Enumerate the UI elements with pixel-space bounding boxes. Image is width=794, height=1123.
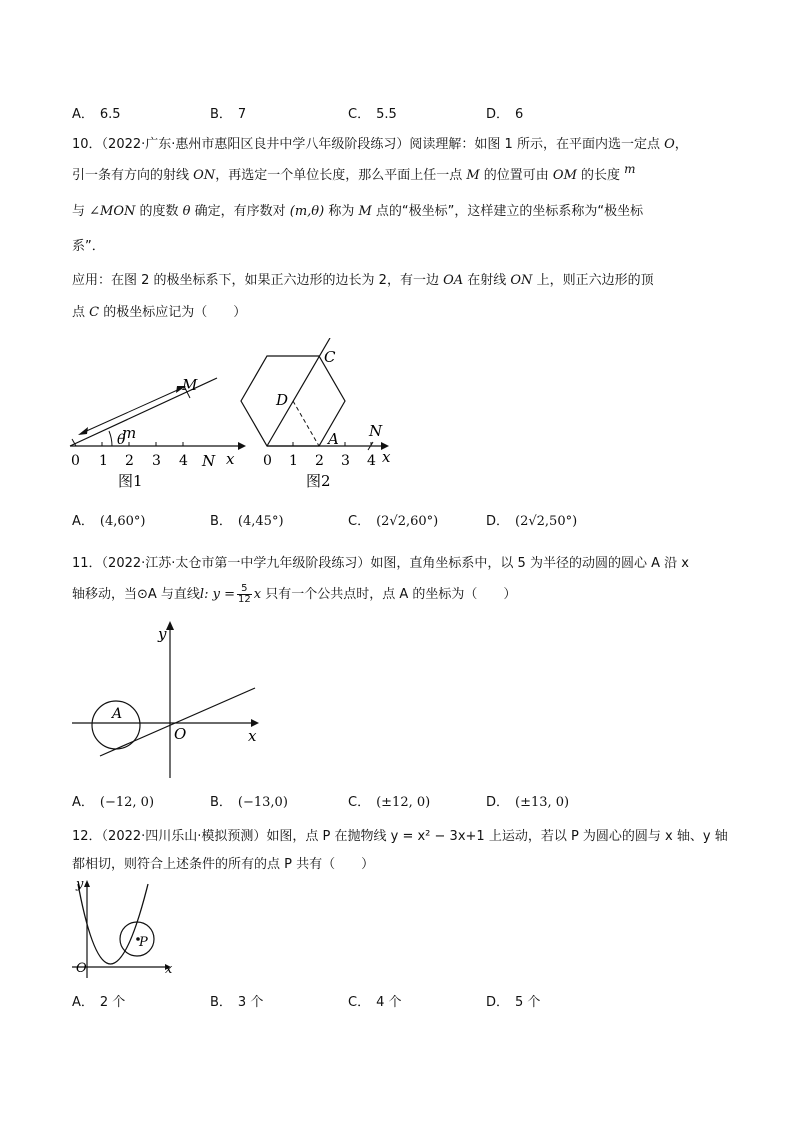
q10-line-4: 系”． — [72, 239, 105, 254]
fig1-angle-arc — [109, 431, 112, 446]
q12-parabola — [78, 884, 148, 964]
q12-option-a[interactable]: A． 2 个 — [72, 995, 126, 1010]
q10-option-d[interactable]: D． (2√2,50°) — [486, 514, 578, 529]
fig1-tick-0: 0 — [71, 453, 80, 469]
fig2-caption: 图2 — [306, 472, 331, 490]
q11-line-2: 轴移动，当⊙A 与直线l: y = $\frac{5}{12}$ x 只有一个公共点时，点 A 的坐标为（ ） — [72, 583, 517, 605]
q9-option-d[interactable]: D． 6 — [486, 107, 524, 122]
q12-option-b[interactable]: B． 3 个 — [210, 995, 264, 1010]
fraction-5-12: $\frac{5}{12}$ — [237, 583, 251, 605]
q9-option-c[interactable]: C． 5.5 — [348, 107, 397, 122]
q11-options — [72, 791, 732, 811]
fig2-tick-2: 2 — [315, 453, 324, 469]
q9-option-b[interactable]: B． 7 — [210, 107, 247, 122]
q9-options — [72, 103, 732, 123]
q12-options — [72, 991, 732, 1011]
q11-line-1: 11．（2022·江苏·太仓市第一中学九年级阶段练习）如图，直角坐标系中，以 5 为半径的动圆的圆心 A 沿 x — [72, 556, 689, 571]
fig1-m-arrow-head-left-icon — [78, 427, 88, 435]
q11-option-c[interactable]: C． (±12, 0) — [348, 795, 431, 810]
fig2-label-C: C — [324, 348, 336, 366]
q11-y-arrow-icon — [166, 621, 174, 630]
q12-figure — [68, 874, 188, 982]
q10-options — [72, 510, 732, 530]
fig1-tick-3: 3 — [152, 453, 161, 469]
q12-option-c[interactable]: C． 4 个 — [348, 995, 402, 1010]
fig2-label-A: A — [328, 430, 339, 448]
q10-line-2: 引一条有方向的射线 ON，再选定一个单位长度，那么平面上任一点 M 的位置可由 OM 的长度 m — [72, 162, 636, 183]
figure-2 — [241, 338, 391, 490]
fig2-dashed-da — [293, 401, 319, 446]
fig2-label-D: D — [276, 391, 289, 409]
q10-line-6: 点 C 的极坐标应记为（ ） — [72, 305, 247, 320]
q12-option-d[interactable]: D． 5 个 — [486, 995, 541, 1010]
question-number: 12． — [72, 829, 102, 844]
q12-label-P: P — [139, 935, 148, 950]
question-source: （2022·广东·惠州市惠阳区良井中学八年级阶段练习） — [101, 137, 410, 152]
fig2-tick-4: 4 — [367, 453, 376, 469]
q11-figure — [68, 618, 268, 783]
question-number: 10． — [72, 137, 102, 152]
fig1-label-M: M — [182, 376, 198, 394]
q10-line-5: 应用：在图 2 的极坐标系下，如果正六边形的边长为 2，有一边 OA 在射线 ON 上，则正六边形的顶 — [72, 273, 654, 288]
question-source: （2022·江苏·太仓市第一中学九年级阶段练习） — [101, 556, 371, 571]
q11-x-arrow-icon — [251, 719, 259, 727]
q11-option-a[interactable]: A． (−12, 0) — [72, 795, 155, 810]
figure-1 — [70, 376, 246, 490]
q10-line-3: 与 ∠MON 的度数 θ 确定，有序数对 (m,θ) 称为 M 点的“极坐标”，这样建立的坐标系称为“极坐标 — [72, 204, 644, 219]
q10-figures — [60, 338, 400, 493]
fig1-tick-1: 1 — [99, 453, 108, 469]
q12-line-2: 都相切，则符合上述条件的所有的点 P 共有（ ） — [72, 857, 375, 872]
fig1-tick-4: 4 — [179, 453, 188, 469]
question-source: （2022·四川乐山·模拟预测） — [101, 829, 267, 844]
q11-label-y: y — [158, 625, 167, 643]
q12-label-O: O — [76, 961, 87, 976]
q11-option-b[interactable]: B． (−13,0) — [210, 795, 288, 810]
q9-option-a[interactable]: A． 6.5 — [72, 107, 121, 122]
q11-line-l — [100, 688, 255, 756]
q10-option-c[interactable]: C． (2√2,60°) — [348, 514, 439, 529]
fig1-label-N: N — [202, 452, 216, 470]
q12-line-1: 12．（2022·四川乐山·模拟预测）如图，点 P 在抛物线 y = x² − 3x+1 上运动，若以 P 为圆心的圆与 x 轴、y 轴 — [72, 829, 728, 844]
q12-y-arrow-icon — [84, 880, 90, 887]
fig1-label-x: x — [226, 450, 235, 468]
q11-label-A: A — [112, 706, 123, 722]
fig1-x-arrow-icon — [238, 442, 246, 450]
q10-option-a[interactable]: A． (4,60°) — [72, 514, 146, 529]
q11-label-x: x — [248, 727, 257, 745]
q12-label-y: y — [76, 877, 84, 892]
fig1-caption: 图1 — [118, 472, 143, 490]
fig2-label-x: x — [382, 448, 391, 466]
fig2-tick-0: 0 — [263, 453, 272, 469]
q10-option-b[interactable]: B． (4,45°) — [210, 514, 284, 529]
fig2-tick-3: 3 — [341, 453, 350, 469]
fig1-label-theta: θ — [117, 432, 126, 448]
q10-line-1: 10．（2022·广东·惠州市惠阳区良井中学八年级阶段练习）阅读理解：如图 1 所示，在平面内选一定点 O， — [72, 137, 688, 152]
fig2-label-N: N — [369, 422, 383, 440]
q11-label-O: O — [174, 725, 187, 743]
fig1-tick-2: 2 — [125, 453, 134, 469]
q11-option-d[interactable]: D． (±13, 0) — [486, 795, 570, 810]
fig1-label-m: m — [122, 424, 137, 442]
fig2-tick-1: 1 — [289, 453, 298, 469]
question-number: 11． — [72, 556, 102, 571]
q12-label-x: x — [165, 962, 173, 977]
